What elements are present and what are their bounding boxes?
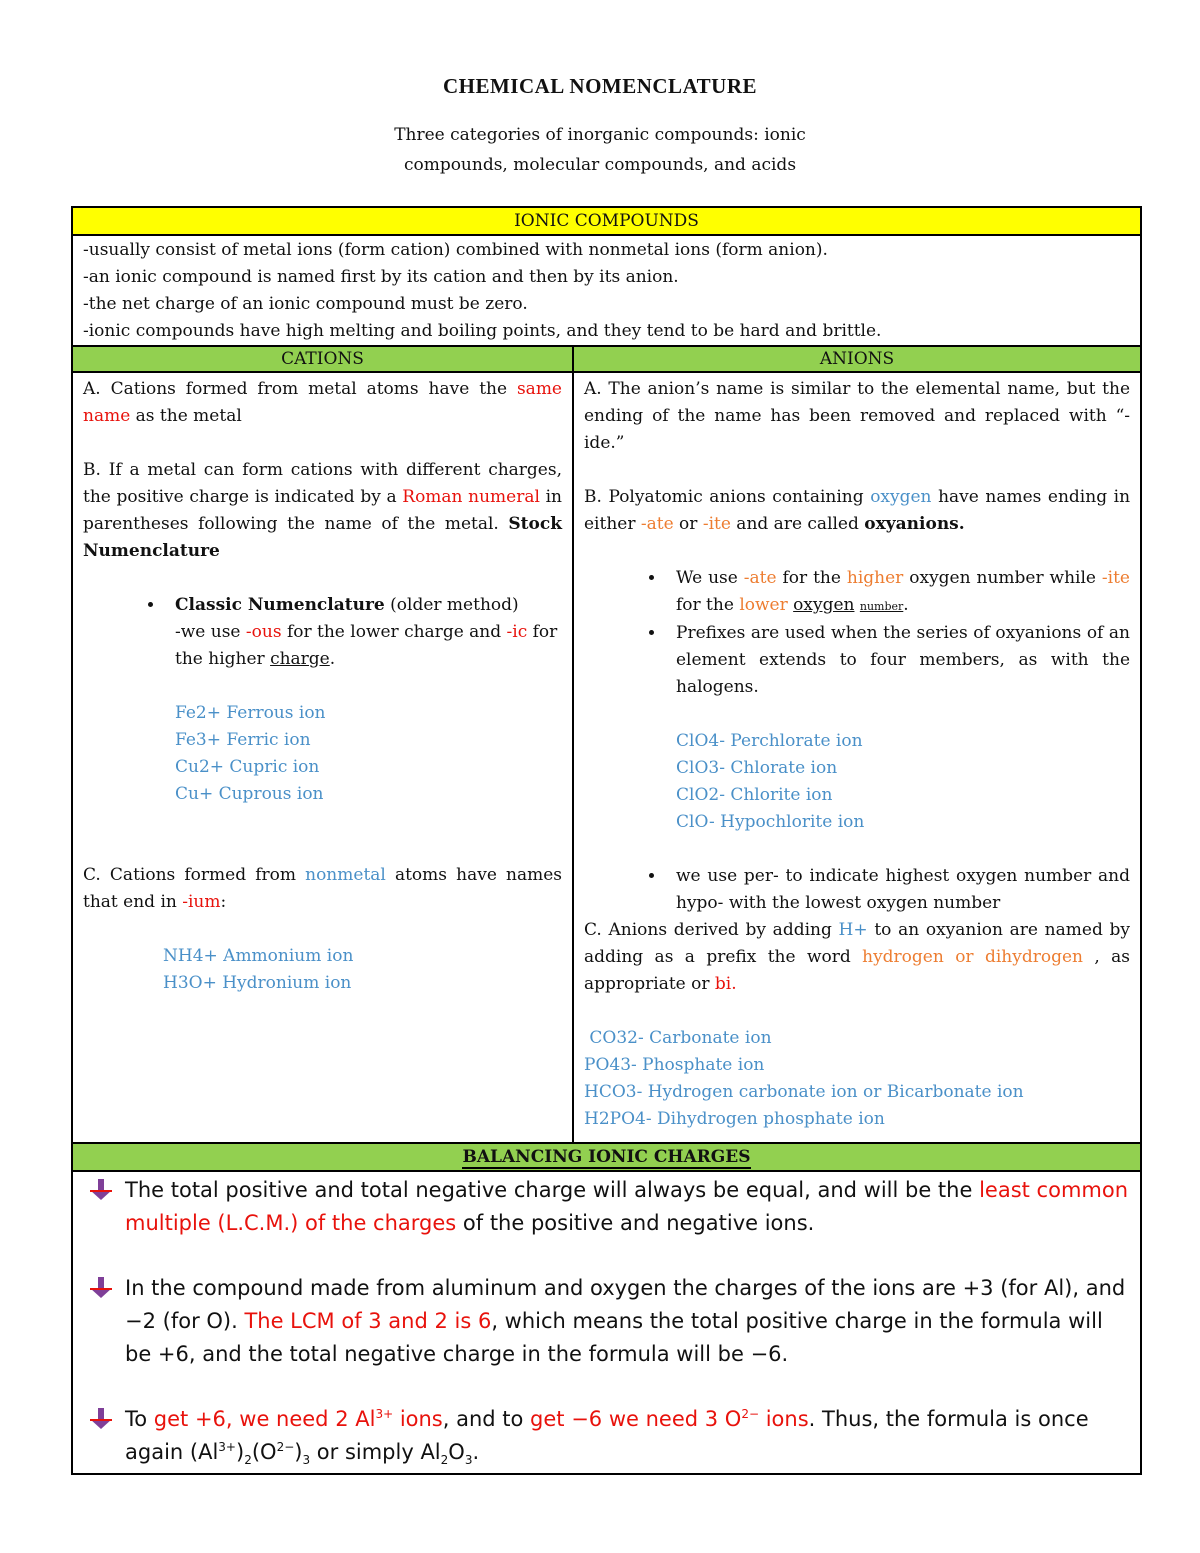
oxyanion-rule: • Prefixes are used when the series of oxyanions of an element extends to four members, as with the halogens. [666,620,1130,701]
cations-rule-b: B. If a metal can form cations with different charges, the positive charge is indicated by a Roman numeral in parentheses following the name of the metal. Stock Numenclature [83,460,562,561]
balancing-point: In the compound made from aluminum and oxygen the charges of the ions are +3 (for Al), and −2 (for O). The LCM of 3 and 2 is 6, which means the total positive charge in the formula will be +6, and the total negative charge in the formula will be −6. [83,1272,1130,1371]
anions-rule-a: A. The anion’s name is similar to the elemental name, but the ending of the name has been removed and replaced with “-ide.” [584,379,1131,453]
example-ion: ClO- Hypochlorite ion [676,812,865,832]
example-ion: ClO4- Perchlorate ion [676,731,863,751]
ionic-point: -the net charge of an ionic compound must be zero. [83,294,528,314]
example-ion: PO43- Phosphate ion [584,1055,765,1075]
classic-list [83,592,562,673]
oxyanion-rules [584,565,1130,701]
cations-rule-c: C. Cations formed from nonmetal atoms have names that end in -ium: [83,865,563,912]
oxyanion-rule: • We use -ate for the higher oxygen number while -ite for the lower oxygen number. [666,565,1130,620]
anions-header: ANIONS [573,346,1141,372]
cations-rule-a: A. Cations formed from metal atoms have the same name as the metal [83,379,562,426]
ionic-point: -usually consist of metal ions (form cation) combined with nonmetal ions (form anion). [83,240,828,260]
example-ion: H3O+ Hydronium ion [163,973,352,993]
example-ion: ClO3- Chlorate ion [676,758,838,778]
example-ion: Fe3+ Ferric ion [175,730,311,750]
arrow-down-bullet-icon [89,1179,113,1201]
ionic-point: -ionic compounds have high melting and boiling points, and they tend to be hard and brittle. [83,321,882,341]
cation-examples [83,700,562,808]
prefix-rule-item: • we use per- to indicate highest oxygen number and hypo- with the lowest oxygen number [666,863,1130,917]
example-ion: Cu+ Cuprous ion [175,784,324,804]
page-title: CHEMICAL NOMENCLATURE [442,74,758,98]
subtitle-line: Three categories of inorganic compounds: ionic [394,125,806,145]
example-ion: Fe2+ Ferrous ion [175,703,326,723]
example-ion: ClO2- Chlorite ion [676,785,833,805]
balancing-point: The total positive and total negative charge will always be equal, and will be the least common multiple (L.C.M.) of the charges of the positive and negative ions. [83,1174,1130,1240]
balancing-section [72,1171,1141,1474]
example-ion: NH4+ Ammonium ion [163,946,354,966]
cations-header: CATIONS [72,346,573,372]
anions-rule-b: B. Polyatomic anions containing oxygen have names ending in either -ate or -ite and are called oxyanions. [584,487,1131,534]
ionic-intro [72,235,1141,346]
arrow-down-bullet-icon [89,1408,113,1430]
cations-column [72,372,573,1143]
example-ion: CO32- Carbonate ion [584,1028,772,1048]
classic-item: • Classic Numenclature (older method) -we use -ous for the lower charge and -ic for the higher charge. [165,592,562,673]
anion-examples-2 [584,1025,1130,1133]
example-ion: Cu2+ Cupric ion [175,757,320,777]
anion-examples [584,728,1130,836]
arrow-down-bullet-icon [89,1277,113,1299]
prefix-rule [584,863,1130,917]
subtitle [300,120,900,180]
subtitle-line: compounds, molecular compounds, and acids [403,155,797,175]
anions-rule-c: C. Anions derived by adding H+ to an oxyanion are named by adding as a prefix the word hydrogen or dihydrogen , as appropriate or bi. [584,920,1131,994]
balancing-header: BALANCING IONIC CHARGES [72,1143,1141,1171]
balancing-point: To get +6, we need 2 $Al^{3+}$ ions, and to get −6 we need 3 $O^{2-}$ ions. Thus, the formula is once again $(Al^{3+})_2(O^{2-})_3$ or simply $Al_2O_3$. [83,1403,1130,1469]
ionic-compounds-header: IONIC COMPOUNDS [72,207,1141,235]
cation-examples-2 [83,943,562,997]
nomenclature-table [71,206,1142,1475]
anions-column [573,372,1141,1143]
ionic-point: -an ionic compound is named first by its cation and then by its anion. [83,267,679,287]
example-ion: HCO3- Hydrogen carbonate ion or Bicarbonate ion [584,1082,1024,1102]
example-ion: H2PO4- Dihydrogen phosphate ion [584,1109,885,1129]
